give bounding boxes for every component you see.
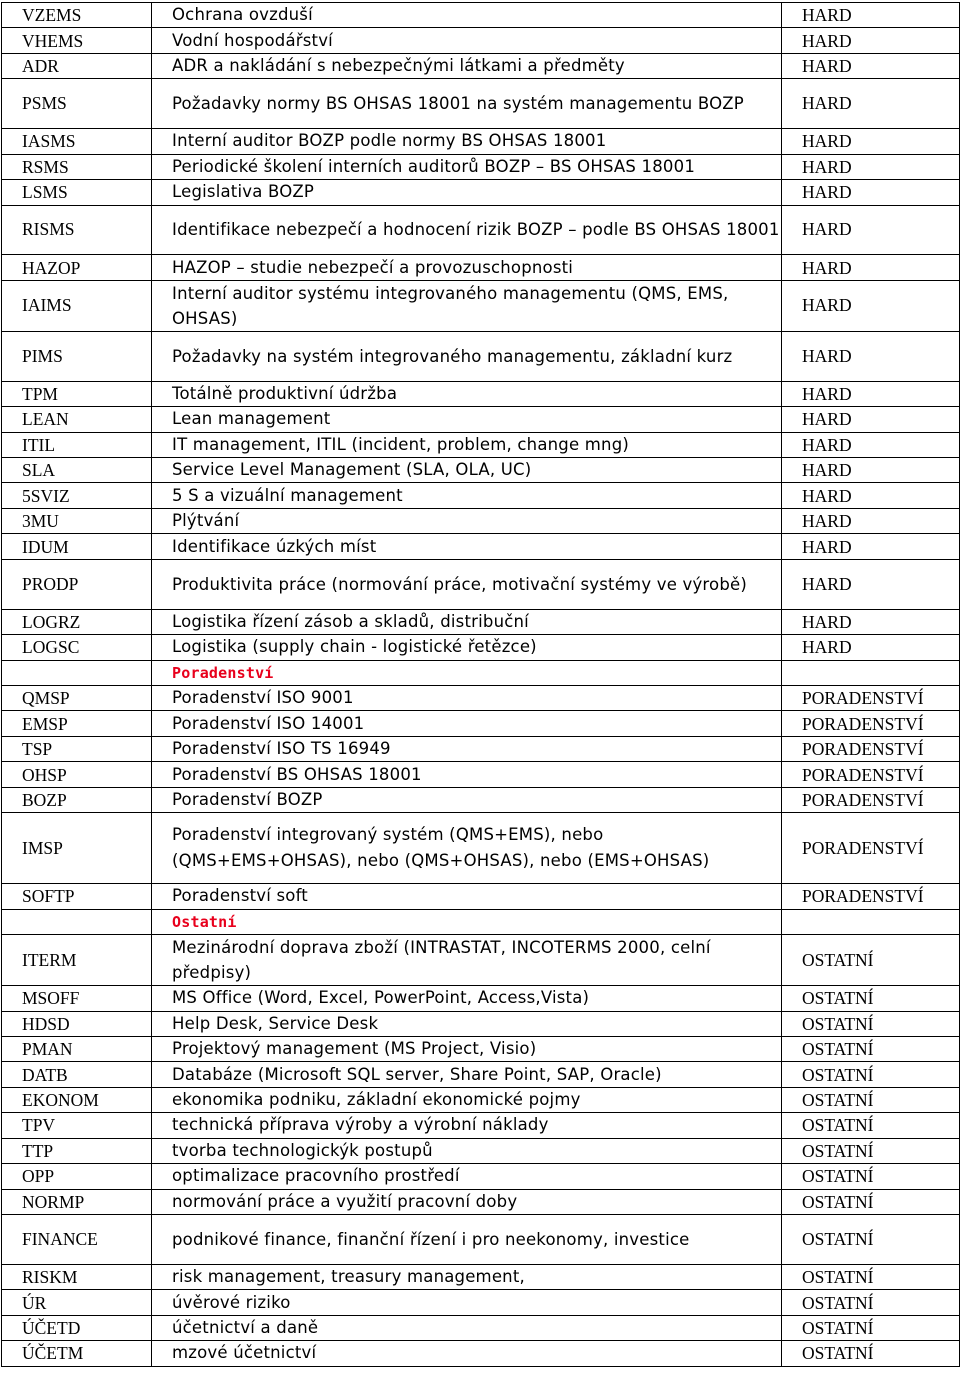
course-category-cell: OSTATNÍ bbox=[782, 1138, 960, 1163]
course-description-cell: Projektový management (MS Project, Visio) bbox=[152, 1036, 782, 1061]
course-category-cell: PORADENSTVÍ bbox=[782, 884, 960, 909]
course-code-cell bbox=[2, 660, 152, 685]
section-header-row bbox=[2, 660, 960, 685]
course-code-cell: RISMS bbox=[2, 205, 152, 255]
course-code-cell: TPM bbox=[2, 381, 152, 406]
course-code-cell: NORMP bbox=[2, 1189, 152, 1214]
course-code-cell: HDSD bbox=[2, 1011, 152, 1036]
course-code-cell: LOGSC bbox=[2, 635, 152, 660]
course-description-cell: Totálně produktivní údržba bbox=[152, 381, 782, 406]
table-row bbox=[2, 3, 960, 28]
course-code-cell: FINANCE bbox=[2, 1215, 152, 1265]
course-code-cell: TSP bbox=[2, 736, 152, 761]
table-row bbox=[2, 1315, 960, 1340]
course-description-cell: Lean management bbox=[152, 407, 782, 432]
course-description-cell: IT management, ITIL (incident, problem, change mng) bbox=[152, 432, 782, 457]
course-category-cell: HARD bbox=[782, 508, 960, 533]
course-category-cell: OSTATNÍ bbox=[782, 986, 960, 1011]
course-category-cell: HARD bbox=[782, 255, 960, 280]
course-description-cell: optimalizace pracovního prostředí bbox=[152, 1164, 782, 1189]
course-category-cell bbox=[782, 909, 960, 934]
course-description-cell: Plýtvání bbox=[152, 508, 782, 533]
course-category-cell: OSTATNÍ bbox=[782, 1341, 960, 1366]
course-category-cell: OSTATNÍ bbox=[782, 1290, 960, 1315]
course-description-cell: Mezinárodní doprava zboží (INTRASTAT, INCOTERMS 2000, celní předpisy) bbox=[152, 935, 782, 986]
course-code-cell: ITIL bbox=[2, 432, 152, 457]
course-description-cell: Poradenství ISO 14001 bbox=[152, 711, 782, 736]
course-code-cell: PRODP bbox=[2, 559, 152, 609]
course-category-cell: PORADENSTVÍ bbox=[782, 762, 960, 787]
course-category-cell: HARD bbox=[782, 407, 960, 432]
course-description-cell: Poradenství ISO 9001 bbox=[152, 686, 782, 711]
table-row bbox=[2, 1341, 960, 1366]
course-category-cell: HARD bbox=[782, 432, 960, 457]
table-row bbox=[2, 53, 960, 78]
course-code-cell: 3MU bbox=[2, 508, 152, 533]
course-category-cell: HARD bbox=[782, 205, 960, 255]
course-category-cell: PORADENSTVÍ bbox=[782, 686, 960, 711]
course-description-cell: Ochrana ovzduší bbox=[152, 3, 782, 28]
course-description-cell: Interní auditor systému integrovaného managementu (QMS, EMS, OHSAS) bbox=[152, 280, 782, 331]
table-row bbox=[2, 1164, 960, 1189]
course-category-cell: HARD bbox=[782, 635, 960, 660]
table-row bbox=[2, 28, 960, 53]
course-category-cell: HARD bbox=[782, 53, 960, 78]
table-row bbox=[2, 787, 960, 812]
course-category-cell: HARD bbox=[782, 559, 960, 609]
course-description-cell: Help Desk, Service Desk bbox=[152, 1011, 782, 1036]
course-category-cell: OSTATNÍ bbox=[782, 1164, 960, 1189]
table-row bbox=[2, 813, 960, 884]
table-row bbox=[2, 129, 960, 154]
table-row bbox=[2, 711, 960, 736]
course-description-cell: Produktivita práce (normování práce, motivační systémy ve výrobě) bbox=[152, 559, 782, 609]
table-row bbox=[2, 458, 960, 483]
course-code-cell: PSMS bbox=[2, 79, 152, 129]
course-category-cell: HARD bbox=[782, 180, 960, 205]
course-code-cell: OHSP bbox=[2, 762, 152, 787]
table-row bbox=[2, 1189, 960, 1214]
course-code-cell: EKONOM bbox=[2, 1087, 152, 1112]
course-category-cell: OSTATNÍ bbox=[782, 1113, 960, 1138]
course-category-cell: OSTATNÍ bbox=[782, 1264, 960, 1289]
table-row bbox=[2, 280, 960, 331]
course-description-cell: Požadavky na systém integrovaného managementu, základní kurz bbox=[152, 331, 782, 381]
course-description-cell: Identifikace úzkých míst bbox=[152, 534, 782, 559]
course-category-cell: HARD bbox=[782, 609, 960, 634]
course-description-cell: Požadavky normy BS OHSAS 18001 na systém managementu BOZP bbox=[152, 79, 782, 129]
course-code-cell: LEAN bbox=[2, 407, 152, 432]
course-category-cell: OSTATNÍ bbox=[782, 1062, 960, 1087]
course-description-cell: ekonomika podniku, základní ekonomické pojmy bbox=[152, 1087, 782, 1112]
table-row bbox=[2, 686, 960, 711]
course-category-cell: HARD bbox=[782, 483, 960, 508]
course-description-cell: Logistika řízení zásob a skladů, distribuční bbox=[152, 609, 782, 634]
course-code-cell: PMAN bbox=[2, 1036, 152, 1061]
course-table-wrapper bbox=[1, 2, 960, 1367]
table-row bbox=[2, 534, 960, 559]
course-category-cell: HARD bbox=[782, 458, 960, 483]
table-row bbox=[2, 483, 960, 508]
course-category-cell: OSTATNÍ bbox=[782, 935, 960, 986]
course-code-cell: ÚČETM bbox=[2, 1341, 152, 1366]
course-description-cell: technická příprava výroby a výrobní náklady bbox=[152, 1113, 782, 1138]
course-code-cell: ÚČETD bbox=[2, 1315, 152, 1340]
course-category-cell: PORADENSTVÍ bbox=[782, 787, 960, 812]
table-row bbox=[2, 935, 960, 986]
course-code-cell: IAIMS bbox=[2, 280, 152, 331]
table-row bbox=[2, 1062, 960, 1087]
course-code-cell: PIMS bbox=[2, 331, 152, 381]
course-description-cell: MS Office (Word, Excel, PowerPoint, Access,Vista) bbox=[152, 986, 782, 1011]
course-category-cell: PORADENSTVÍ bbox=[782, 813, 960, 884]
course-code-cell: OPP bbox=[2, 1164, 152, 1189]
course-code-cell: RISKM bbox=[2, 1264, 152, 1289]
table-row bbox=[2, 635, 960, 660]
table-row bbox=[2, 255, 960, 280]
course-code-cell: EMSP bbox=[2, 711, 152, 736]
course-code-cell: SOFTP bbox=[2, 884, 152, 909]
course-code-cell bbox=[2, 909, 152, 934]
table-row bbox=[2, 986, 960, 1011]
course-description-cell: Logistika (supply chain - logistické řetězce) bbox=[152, 635, 782, 660]
course-code-cell: ITERM bbox=[2, 935, 152, 986]
course-category-cell: OSTATNÍ bbox=[782, 1011, 960, 1036]
table-row bbox=[2, 1290, 960, 1315]
course-description-cell: účetnictví a daně bbox=[152, 1315, 782, 1340]
course-code-cell: VHEMS bbox=[2, 28, 152, 53]
course-category-cell: HARD bbox=[782, 280, 960, 331]
course-code-cell: DATB bbox=[2, 1062, 152, 1087]
course-code-cell: 5SVIZ bbox=[2, 483, 152, 508]
table-row bbox=[2, 1215, 960, 1265]
course-category-cell: HARD bbox=[782, 381, 960, 406]
course-description-cell: mzové účetnictví bbox=[152, 1341, 782, 1366]
course-table bbox=[1, 2, 960, 1367]
course-code-cell: LSMS bbox=[2, 180, 152, 205]
table-row bbox=[2, 1138, 960, 1163]
course-category-cell: OSTATNÍ bbox=[782, 1215, 960, 1265]
course-category-cell: PORADENSTVÍ bbox=[782, 711, 960, 736]
table-row bbox=[2, 1087, 960, 1112]
course-description-cell: HAZOP – studie nebezpečí a provozuschopnosti bbox=[152, 255, 782, 280]
course-category-cell: OSTATNÍ bbox=[782, 1036, 960, 1061]
course-code-cell: IMSP bbox=[2, 813, 152, 884]
table-row bbox=[2, 508, 960, 533]
course-description-cell: úvěrové riziko bbox=[152, 1290, 782, 1315]
course-description-cell: Legislativa BOZP bbox=[152, 180, 782, 205]
section-title: Poradenství bbox=[152, 660, 782, 685]
course-description-cell: Service Level Management (SLA, OLA, UC) bbox=[152, 458, 782, 483]
course-code-cell: MSOFF bbox=[2, 986, 152, 1011]
course-category-cell: HARD bbox=[782, 331, 960, 381]
table-row bbox=[2, 736, 960, 761]
course-description-cell: Poradenství ISO TS 16949 bbox=[152, 736, 782, 761]
course-code-cell: TPV bbox=[2, 1113, 152, 1138]
course-description-cell: Interní auditor BOZP podle normy BS OHSAS 18001 bbox=[152, 129, 782, 154]
course-description-cell: Poradenství BS OHSAS 18001 bbox=[152, 762, 782, 787]
course-description-cell: Poradenství BOZP bbox=[152, 787, 782, 812]
table-row bbox=[2, 609, 960, 634]
table-row bbox=[2, 1036, 960, 1061]
course-category-cell: HARD bbox=[782, 3, 960, 28]
course-code-cell: TTP bbox=[2, 1138, 152, 1163]
table-row bbox=[2, 79, 960, 129]
course-category-cell: HARD bbox=[782, 154, 960, 179]
course-description-cell: ADR a nakládání s nebezpečnými látkami a předměty bbox=[152, 53, 782, 78]
course-code-cell: BOZP bbox=[2, 787, 152, 812]
course-description-cell: podnikové finance, finanční řízení i pro neekonomy, investice bbox=[152, 1215, 782, 1265]
table-row bbox=[2, 559, 960, 609]
course-category-cell: OSTATNÍ bbox=[782, 1087, 960, 1112]
course-category-cell bbox=[782, 660, 960, 685]
table-row bbox=[2, 205, 960, 255]
course-description-cell: Databáze (Microsoft SQL server, Share Point, SAP, Oracle) bbox=[152, 1062, 782, 1087]
course-code-cell: VZEMS bbox=[2, 3, 152, 28]
table-row bbox=[2, 432, 960, 457]
course-code-cell: IDUM bbox=[2, 534, 152, 559]
course-description-cell: normování práce a využití pracovní doby bbox=[152, 1189, 782, 1214]
table-row bbox=[2, 331, 960, 381]
course-category-cell: HARD bbox=[782, 129, 960, 154]
course-description-cell: Poradenství integrovaný systém (QMS+EMS), nebo (QMS+EMS+OHSAS), nebo (QMS+OHSAS), nebo (EMS+OHSAS) bbox=[152, 813, 782, 884]
table-row bbox=[2, 180, 960, 205]
course-table-body bbox=[2, 3, 960, 1367]
course-category-cell: HARD bbox=[782, 28, 960, 53]
course-code-cell: IASMS bbox=[2, 129, 152, 154]
section-title: Ostatní bbox=[152, 909, 782, 934]
course-code-cell: ÚR bbox=[2, 1290, 152, 1315]
course-category-cell: OSTATNÍ bbox=[782, 1315, 960, 1340]
table-row bbox=[2, 407, 960, 432]
table-row bbox=[2, 154, 960, 179]
course-code-cell: RSMS bbox=[2, 154, 152, 179]
course-category-cell: HARD bbox=[782, 534, 960, 559]
course-code-cell: LOGRZ bbox=[2, 609, 152, 634]
course-code-cell: HAZOP bbox=[2, 255, 152, 280]
course-description-cell: Identifikace nebezpečí a hodnocení rizik BOZP – podle BS OHSAS 18001 bbox=[152, 205, 782, 255]
table-row bbox=[2, 1113, 960, 1138]
table-row bbox=[2, 1011, 960, 1036]
course-description-cell: 5 S a vizuální management bbox=[152, 483, 782, 508]
course-code-cell: ADR bbox=[2, 53, 152, 78]
course-description-cell: Poradenství soft bbox=[152, 884, 782, 909]
course-description-cell: Vodní hospodářství bbox=[152, 28, 782, 53]
table-row bbox=[2, 884, 960, 909]
table-row bbox=[2, 1264, 960, 1289]
course-code-cell: SLA bbox=[2, 458, 152, 483]
course-category-cell: OSTATNÍ bbox=[782, 1189, 960, 1214]
course-description-cell: risk management, treasury management, bbox=[152, 1264, 782, 1289]
course-category-cell: PORADENSTVÍ bbox=[782, 736, 960, 761]
course-description-cell: tvorba technologickýk postupů bbox=[152, 1138, 782, 1163]
table-row bbox=[2, 381, 960, 406]
course-category-cell: HARD bbox=[782, 79, 960, 129]
course-code-cell: QMSP bbox=[2, 686, 152, 711]
section-header-row bbox=[2, 909, 960, 934]
course-description-cell: Periodické školení interních auditorů BOZP – BS OHSAS 18001 bbox=[152, 154, 782, 179]
table-row bbox=[2, 762, 960, 787]
